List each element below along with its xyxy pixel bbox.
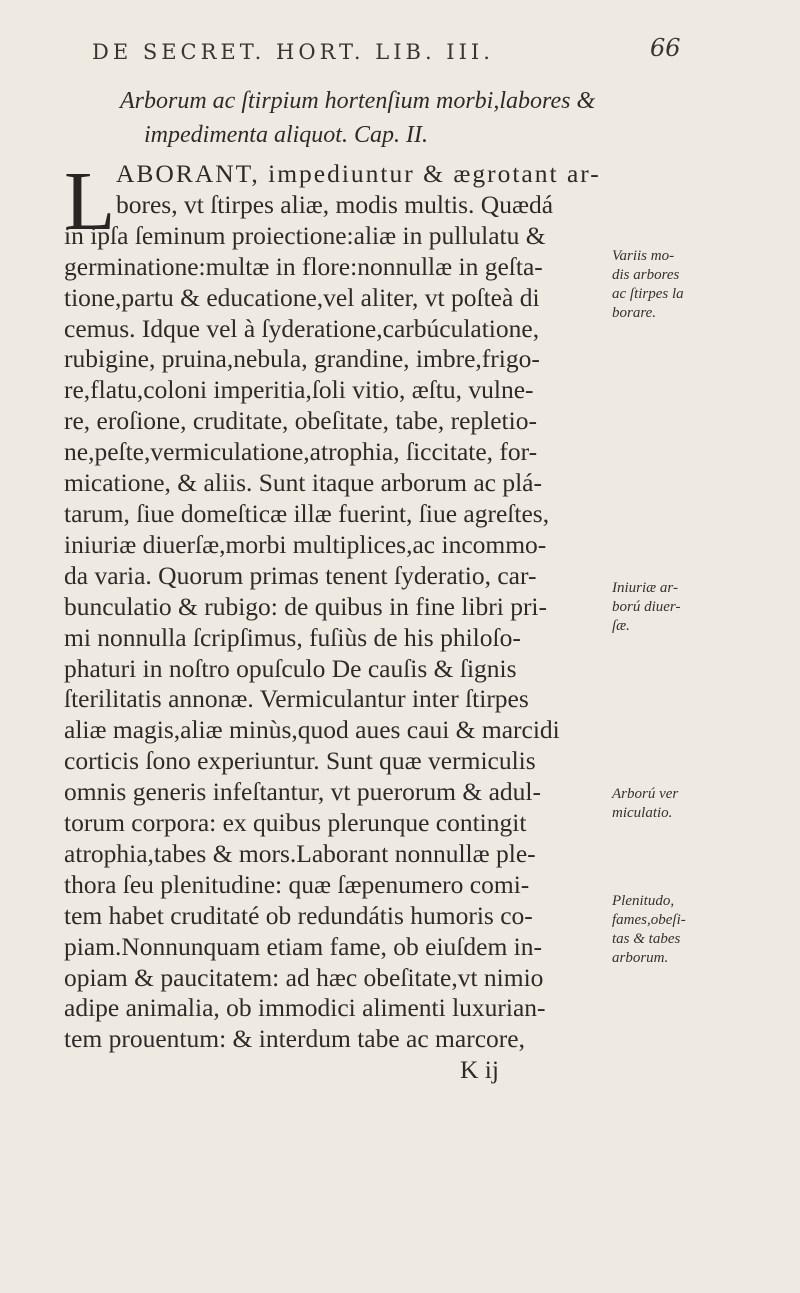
text-line: in ipſa ſeminum proiectione:aliæ in pullulatu & xyxy=(64,220,546,250)
text-line: bores, vt ſtirpes aliæ, modis multis. Quædá xyxy=(116,189,554,219)
text-line: mi nonnulla ſcripſimus, fuſiùs de his philoſo- xyxy=(64,622,521,652)
text-line: piam.Nonnunquam etiam fame, ob eiuſdem in- xyxy=(64,931,543,961)
text-line: iniuriæ diuerſæ,morbi multiplices,ac incommo- xyxy=(64,529,547,559)
text-line: tione,partu & educatione,vel aliter, vt poſteà di xyxy=(64,282,540,312)
text-line: ne,peſte,vermiculatione,atrophia, ſiccitate, for- xyxy=(64,437,538,467)
margin-note-line: ac ſtirpes la xyxy=(612,286,684,302)
text-line: omnis generis infeſtantur, vt puerorum & adul- xyxy=(64,777,541,807)
margin-note xyxy=(612,785,782,823)
text-line: thora ſeu plenitudine: quæ ſæpenumero comi- xyxy=(64,869,530,899)
chapter-heading xyxy=(120,84,680,152)
margin-note-line: ború diuer- xyxy=(612,599,681,615)
page-number: 66 xyxy=(650,34,681,62)
heading-line-2: impedimenta aliquot. Cap. II. xyxy=(144,122,428,148)
text-line: torum corpora: ex quibus plerunque contingit xyxy=(64,808,527,838)
margin-note-line: Plenitudo, xyxy=(612,893,675,909)
text-line: da varia. Quorum primas tenent ſyderatio, car- xyxy=(64,560,537,590)
text-line: rubigine, pruina,nebula, grandine, imbre,frigo- xyxy=(64,344,540,374)
body-text xyxy=(64,155,604,1086)
text-line: tarum, ſiue domeſticæ illæ fuerint, ſiue agreſtes, xyxy=(64,498,550,528)
text-line: opiam & paucitatem: ad hæc obeſitate,vt nimio xyxy=(64,962,544,992)
text-line: ABORANT, impediuntur & ægrotant ar- xyxy=(116,159,601,188)
margin-note-line: miculatio. xyxy=(612,805,673,821)
drop-capital: L xyxy=(64,155,116,248)
signature-mark: K ij xyxy=(460,1055,499,1085)
margin-note xyxy=(612,579,782,636)
text-line: aliæ magis,aliæ minùs,quod aues caui & marcidi xyxy=(64,715,560,745)
text-line: tem habet cruditaté ob redundátis humoris co- xyxy=(64,900,533,930)
text-line: cemus. Idque vel à ſyderatione,carbúculatione, xyxy=(64,313,540,343)
running-head: DE SECRET. HORT. LIB. III. xyxy=(92,40,494,64)
margin-note-line: Variis mo- xyxy=(612,248,675,264)
text-line: re, eroſione, cruditate, obeſitate, tabe, repletio- xyxy=(64,406,537,436)
text-line: ſterilitatis annonæ. Vermiculantur inter ſtirpes xyxy=(64,684,529,714)
text-line: germinatione:multæ in flore:nonnullæ in geſta- xyxy=(64,251,543,281)
margin-note xyxy=(612,247,782,323)
margin-note-line: borare. xyxy=(612,305,657,321)
text-line: tem prouentum: & interdum tabe ac marcore, xyxy=(64,1024,525,1054)
text-line: adipe animalia, ob immodici alimenti luxurian- xyxy=(64,993,546,1023)
margin-note xyxy=(612,892,782,968)
text-line: bunculatio & rubigo: de quibus in fine libri pri- xyxy=(64,591,548,621)
margin-note-line: fames,obeſi- xyxy=(612,912,686,928)
text-line: re,flatu,coloni imperitia,ſoli vitio, æſtu, vulne- xyxy=(64,375,534,405)
margin-note-line: arborum. xyxy=(612,950,669,966)
margin-note-line: tas & tabes xyxy=(612,931,681,947)
text-line: corticis ſono experiuntur. Sunt quæ vermiculis xyxy=(64,746,536,776)
text-line: phaturi in noſtro opuſculo De cauſis & ſignis xyxy=(64,653,517,683)
margin-note-line: dis arbores xyxy=(612,267,680,283)
heading-line-1: Arborum ac ſtirpium hortenſium morbi,labores & xyxy=(120,88,596,114)
margin-note-line: ſæ. xyxy=(612,618,630,634)
text-line: micatione, & aliis. Sunt itaque arborum ac plá- xyxy=(64,468,542,498)
margin-note-line: Arború ver xyxy=(612,786,679,802)
margin-note-line: Iniuriæ ar- xyxy=(612,580,678,596)
text-line: atrophia,tabes & mors.Laborant nonnullæ ple- xyxy=(64,838,536,868)
